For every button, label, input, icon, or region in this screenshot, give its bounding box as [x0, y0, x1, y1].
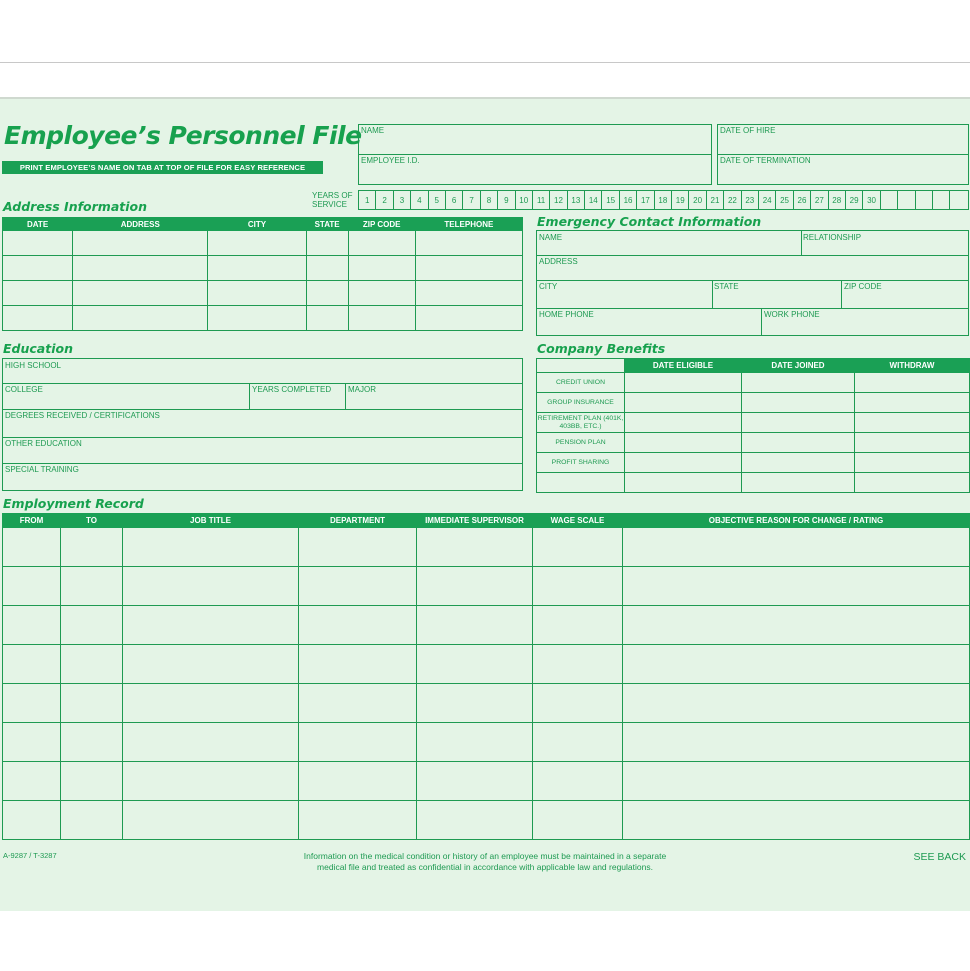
employment-cell[interactable] [417, 645, 533, 684]
year-box[interactable]: 21 [706, 191, 723, 209]
employment-cell[interactable] [123, 606, 299, 645]
table-row [3, 281, 523, 306]
address-cell[interactable] [306, 256, 348, 281]
table-row [3, 645, 970, 684]
year-box[interactable]: 13 [567, 191, 584, 209]
special-training-label: SPECIAL TRAINING [5, 465, 79, 474]
year-box[interactable]: 3 [393, 191, 410, 209]
employment-cell[interactable] [61, 801, 123, 840]
table-row [537, 393, 970, 413]
employment-cell[interactable] [623, 762, 970, 801]
employment-cell[interactable] [3, 762, 61, 801]
employment-cell[interactable] [417, 801, 533, 840]
benefit-cell[interactable] [625, 393, 742, 413]
date-of-termination-label: DATE OF TERMINATION [720, 156, 811, 165]
hire-termination-box [717, 124, 969, 185]
emergency-contact-box [536, 230, 969, 336]
benefit-label: PENSION PLAN [537, 433, 625, 453]
employment-cell[interactable] [61, 645, 123, 684]
year-box[interactable]: 14 [584, 191, 601, 209]
address-cell[interactable] [208, 256, 306, 281]
benefits-corner-cell [537, 359, 625, 373]
year-box-blank[interactable] [880, 191, 897, 209]
benefit-label: CREDIT UNION [537, 373, 625, 393]
table-row [3, 528, 970, 567]
table-row [3, 231, 523, 256]
year-box[interactable]: 15 [601, 191, 618, 209]
year-box[interactable]: 26 [793, 191, 810, 209]
address-column-header: CITY [208, 218, 306, 231]
employment-cell[interactable] [417, 684, 533, 723]
name-label: NAME [361, 126, 385, 135]
table-row [3, 801, 970, 840]
employment-cell[interactable] [61, 528, 123, 567]
employment-cell[interactable] [533, 528, 623, 567]
table-row [3, 256, 523, 281]
employment-cell[interactable] [123, 528, 299, 567]
year-box[interactable]: 19 [671, 191, 688, 209]
emergency-state-label: STATE [714, 282, 739, 291]
address-cell[interactable] [3, 256, 73, 281]
employment-cell[interactable] [3, 528, 61, 567]
table-row [3, 606, 970, 645]
year-box[interactable]: 7 [462, 191, 479, 209]
employment-header-row [3, 514, 970, 528]
employment-section-title: Employment Record [3, 496, 144, 511]
year-box[interactable]: 2 [375, 191, 392, 209]
benefits-table [536, 358, 970, 493]
employment-column-header: OBJECTIVE REASON FOR CHANGE / RATING [623, 514, 970, 528]
form-code: A-9287 / T-3287 [3, 851, 57, 860]
address-cell[interactable] [208, 231, 306, 256]
address-cell[interactable] [73, 281, 208, 306]
education-section-title: Education [3, 341, 73, 356]
year-box-blank[interactable] [915, 191, 932, 209]
employment-table [2, 513, 970, 840]
year-box[interactable]: 5 [428, 191, 445, 209]
employment-column-header: IMMEDIATE SUPERVISOR [417, 514, 533, 528]
employment-cell[interactable] [533, 684, 623, 723]
employee-id-label: EMPLOYEE I.D. [361, 156, 420, 165]
employment-cell[interactable] [61, 723, 123, 762]
address-cell[interactable] [306, 231, 348, 256]
benefit-cell[interactable] [742, 393, 855, 413]
degrees-label: DEGREES RECEIVED / CERTIFICATIONS [5, 411, 160, 420]
employment-cell[interactable] [533, 645, 623, 684]
employment-cell[interactable] [623, 606, 970, 645]
employment-cell[interactable] [299, 801, 417, 840]
employment-cell[interactable] [123, 684, 299, 723]
table-row [537, 373, 970, 393]
address-column-header: TELEPHONE [415, 218, 522, 231]
employment-cell[interactable] [299, 528, 417, 567]
employment-cell[interactable] [61, 567, 123, 606]
instruction-banner: PRINT EMPLOYEE’S NAME ON TAB AT TOP OF FILE FOR EASY REFERENCE [2, 161, 323, 174]
benefit-cell[interactable] [625, 373, 742, 393]
address-column-header: ZIP CODE [348, 218, 415, 231]
address-cell[interactable] [348, 231, 415, 256]
employment-cell[interactable] [623, 684, 970, 723]
year-box[interactable]: 20 [688, 191, 705, 209]
year-box[interactable]: 9 [497, 191, 514, 209]
benefits-header-row [537, 359, 970, 373]
personnel-file-form [0, 97, 970, 911]
year-box[interactable]: 8 [480, 191, 497, 209]
year-box[interactable]: 24 [758, 191, 775, 209]
employment-cell[interactable] [3, 801, 61, 840]
form-title: Employee’s Personnel File [4, 121, 362, 150]
name-id-box [358, 124, 712, 185]
other-education-label: OTHER EDUCATION [5, 439, 82, 448]
address-cell[interactable] [306, 306, 348, 331]
address-column-header: STATE [306, 218, 348, 231]
address-table [2, 217, 523, 331]
employment-cell[interactable] [299, 645, 417, 684]
benefit-cell[interactable] [625, 453, 742, 473]
employment-cell[interactable] [417, 528, 533, 567]
employment-cell[interactable] [299, 606, 417, 645]
see-back-note: SEE BACK [913, 851, 966, 863]
years-completed-label: YEARS COMPLETED [252, 385, 332, 394]
employment-cell[interactable] [123, 723, 299, 762]
year-box[interactable]: 10 [515, 191, 532, 209]
benefit-label: RETIREMENT PLAN (401K, 403BB, ETC.) [537, 413, 625, 433]
employment-cell[interactable] [533, 801, 623, 840]
employment-cell[interactable] [299, 762, 417, 801]
work-phone-label: WORK PHONE [764, 310, 820, 319]
employment-cell[interactable] [623, 528, 970, 567]
benefit-cell[interactable] [855, 413, 970, 433]
benefit-cell[interactable] [855, 473, 970, 493]
benefit-cell[interactable] [625, 413, 742, 433]
benefit-cell[interactable] [625, 473, 742, 493]
emergency-section-title: Emergency Contact Information [537, 214, 762, 229]
employment-cell[interactable] [3, 645, 61, 684]
address-cell[interactable] [208, 281, 306, 306]
table-row [3, 567, 970, 606]
address-cell[interactable] [415, 306, 522, 331]
address-cell[interactable] [415, 281, 522, 306]
address-cell[interactable] [306, 281, 348, 306]
benefit-cell[interactable] [742, 453, 855, 473]
address-cell[interactable] [3, 306, 73, 331]
years-of-service-label: YEARS OF SERVICE [312, 191, 353, 209]
address-cell[interactable] [3, 281, 73, 306]
year-box[interactable]: 17 [636, 191, 653, 209]
employment-cell[interactable] [299, 684, 417, 723]
address-cell[interactable] [73, 256, 208, 281]
address-cell[interactable] [415, 231, 522, 256]
benefits-section-title: Company Benefits [537, 341, 666, 356]
address-cell[interactable] [208, 306, 306, 331]
benefit-cell[interactable] [742, 433, 855, 453]
employment-cell[interactable] [123, 645, 299, 684]
address-cell[interactable] [415, 256, 522, 281]
benefit-cell[interactable] [855, 453, 970, 473]
year-box-blank[interactable] [932, 191, 949, 209]
benefits-column-header: DATE JOINED [742, 359, 855, 373]
high-school-label: HIGH SCHOOL [5, 361, 62, 370]
year-box[interactable]: 23 [741, 191, 758, 209]
employment-cell[interactable] [123, 801, 299, 840]
table-row [537, 433, 970, 453]
year-box[interactable]: 11 [532, 191, 549, 209]
employment-cell[interactable] [533, 762, 623, 801]
emergency-city-label: CITY [539, 282, 558, 291]
employment-cell[interactable] [533, 723, 623, 762]
employment-cell[interactable] [299, 723, 417, 762]
employment-cell[interactable] [3, 606, 61, 645]
benefits-column-header: DATE ELIGIBLE [625, 359, 742, 373]
year-box[interactable]: 28 [828, 191, 845, 209]
employment-cell[interactable] [123, 567, 299, 606]
address-header-row [3, 218, 523, 231]
college-label: COLLEGE [5, 385, 43, 394]
table-row [537, 453, 970, 473]
major-label: MAJOR [348, 385, 376, 394]
employment-column-header: TO [61, 514, 123, 528]
address-column-header: ADDRESS [73, 218, 208, 231]
employment-cell[interactable] [623, 723, 970, 762]
address-section-title: Address Information [3, 199, 148, 214]
benefit-cell[interactable] [742, 413, 855, 433]
table-row [3, 306, 523, 331]
employment-cell[interactable] [61, 606, 123, 645]
year-box[interactable]: 25 [775, 191, 792, 209]
employment-cell[interactable] [417, 762, 533, 801]
confidentiality-notice: Information on the medical condition or history of an employee must be maintained in a separate medical file and treated as confidential in accordance with applicable law and regulations. [303, 851, 667, 872]
relationship-label: RELATIONSHIP [803, 233, 862, 242]
year-box[interactable]: 22 [723, 191, 740, 209]
year-box[interactable]: 27 [810, 191, 827, 209]
emergency-address-label: ADDRESS [539, 257, 578, 266]
page-divider [0, 62, 970, 63]
address-cell[interactable] [348, 256, 415, 281]
benefit-label: GROUP INSURANCE [537, 393, 625, 413]
address-cell[interactable] [73, 231, 208, 256]
employment-cell[interactable] [623, 567, 970, 606]
employment-cell[interactable] [61, 762, 123, 801]
year-box[interactable]: 29 [845, 191, 862, 209]
year-box[interactable]: 16 [619, 191, 636, 209]
date-of-hire-label: DATE OF HIRE [720, 126, 776, 135]
benefit-cell[interactable] [742, 373, 855, 393]
benefits-column-header: WITHDRAW [855, 359, 970, 373]
year-box[interactable]: 18 [654, 191, 671, 209]
address-column-header: DATE [3, 218, 73, 231]
employment-cell[interactable] [3, 684, 61, 723]
table-row [3, 723, 970, 762]
education-box [2, 358, 523, 491]
benefit-cell[interactable] [625, 433, 742, 453]
benefit-cell[interactable] [855, 433, 970, 453]
table-row [537, 473, 970, 493]
address-cell[interactable] [3, 231, 73, 256]
employment-cell[interactable] [61, 684, 123, 723]
benefit-cell[interactable] [855, 373, 970, 393]
address-cell[interactable] [73, 306, 208, 331]
table-row [537, 413, 970, 433]
benefit-cell[interactable] [742, 473, 855, 493]
home-phone-label: HOME PHONE [539, 310, 594, 319]
employment-cell[interactable] [623, 645, 970, 684]
year-box[interactable]: 4 [410, 191, 427, 209]
benefit-label-blank [537, 473, 625, 493]
table-row [3, 684, 970, 723]
benefit-cell[interactable] [855, 393, 970, 413]
employment-column-header: JOB TITLE [123, 514, 299, 528]
employment-cell[interactable] [533, 567, 623, 606]
emergency-zip-label: ZIP CODE [844, 282, 882, 291]
table-row [3, 762, 970, 801]
employment-cell[interactable] [417, 723, 533, 762]
employment-column-header: WAGE SCALE [533, 514, 623, 528]
employment-cell[interactable] [299, 567, 417, 606]
benefit-label: PROFIT SHARING [537, 453, 625, 473]
employment-cell[interactable] [3, 567, 61, 606]
employment-cell[interactable] [417, 606, 533, 645]
address-cell[interactable] [348, 281, 415, 306]
year-box-blank[interactable] [897, 191, 914, 209]
year-box[interactable]: 12 [549, 191, 566, 209]
employment-cell[interactable] [623, 801, 970, 840]
employment-cell[interactable] [123, 762, 299, 801]
employment-column-header: FROM [3, 514, 61, 528]
employment-column-header: DEPARTMENT [299, 514, 417, 528]
employment-cell[interactable] [533, 606, 623, 645]
year-box-blank[interactable] [949, 191, 966, 209]
year-box[interactable]: 1 [358, 191, 375, 209]
address-cell[interactable] [348, 306, 415, 331]
emergency-name-label: NAME [539, 233, 563, 242]
employment-cell[interactable] [417, 567, 533, 606]
years-of-service-boxes [358, 190, 969, 210]
year-box[interactable]: 6 [445, 191, 462, 209]
employment-cell[interactable] [3, 723, 61, 762]
year-box[interactable]: 30 [862, 191, 879, 209]
